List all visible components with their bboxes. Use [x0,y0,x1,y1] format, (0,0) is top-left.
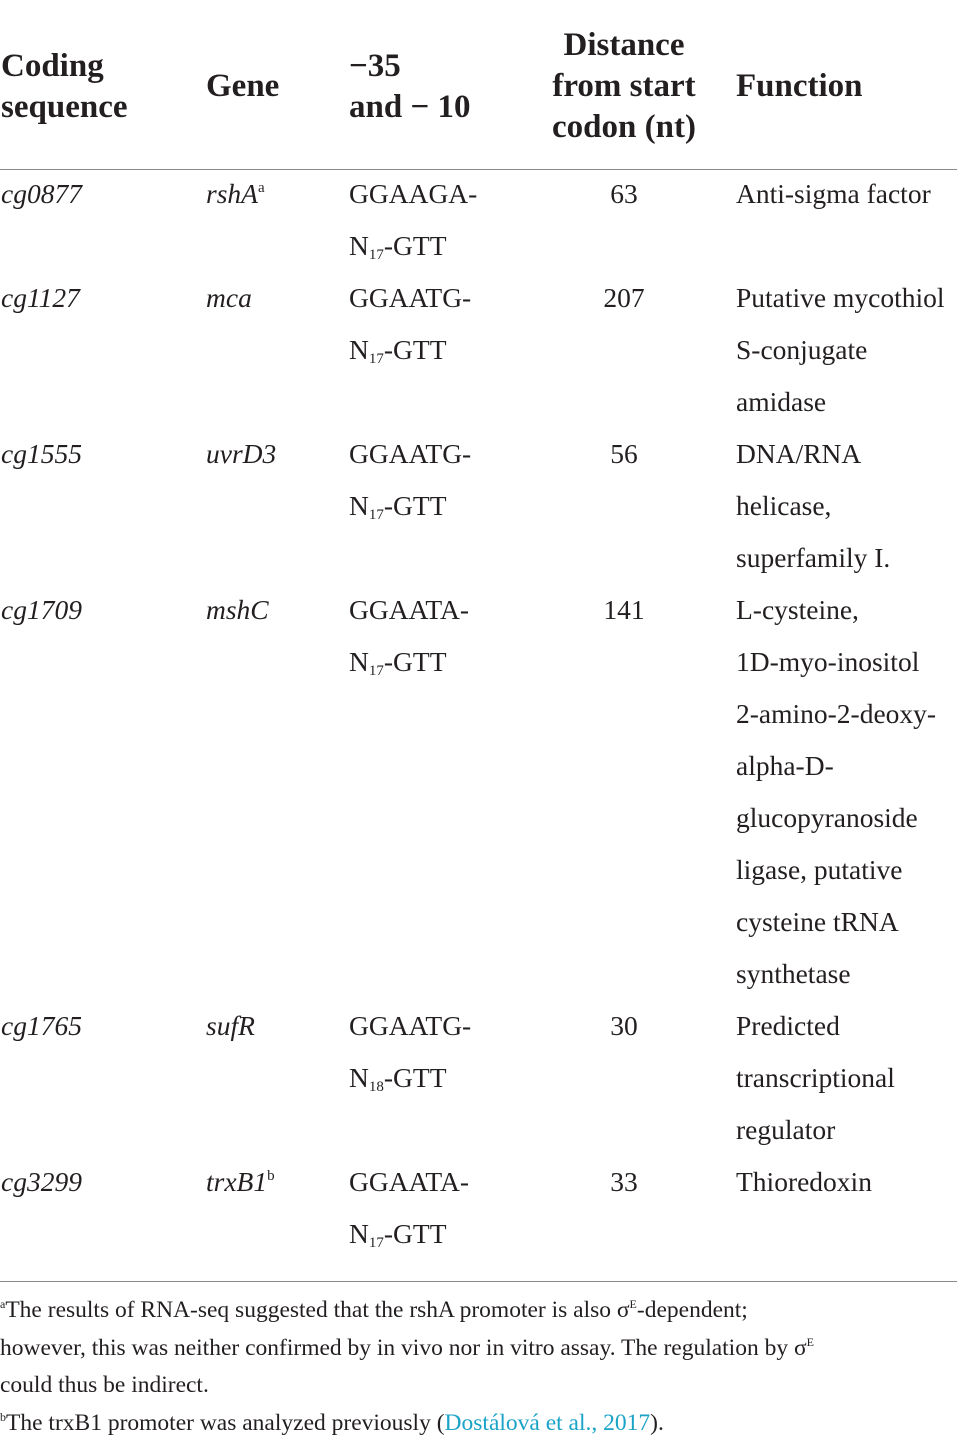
gene-name: mshC [206,594,269,625]
motif-minus35: GGAATA- [349,1166,470,1197]
motif-spacer: $N_{17}$-GTT [349,646,447,679]
gene-cell [206,1156,275,1208]
function-cell [736,1156,872,1208]
coding-sequence-cell: cg3299 [1,1166,82,1197]
gene-cell [206,1000,255,1052]
function-line: L-cysteine, [736,594,859,625]
function-line: glucopyranoside [736,802,918,833]
header-distance: Distance from start codon (nt) [552,27,696,145]
function-line: Anti-sigma factor [736,178,931,209]
distance-cell: 33 [610,1166,638,1197]
promoter-motif-cell [349,1000,471,1104]
function-cell [736,168,931,220]
motif-spacer: $N_{18}$-GTT [349,1062,447,1095]
function-line: 2-amino-2-deoxy- [736,698,937,729]
promoter-motif-cell [349,584,469,688]
motif-minus35: GGAATG- [349,438,472,469]
distance-cell: 63 [610,178,638,209]
function-line: S-conjugate [736,334,868,365]
coding-sequence-cell: cg1709 [1,594,82,625]
header-function: Function [736,68,863,104]
coding-sequence-cell: cg1765 [1,1010,82,1041]
function-line: transcriptional [736,1062,895,1093]
header-promoter: −35 and − 10 [349,48,471,125]
function-line: cysteine tRNA [736,906,899,937]
distance-cell: 56 [610,438,638,469]
footnote-a-line-2: however, this was neither confirmed by in vivo nor in vitro assay. The regulation by $\sigma^E$ [0,1334,814,1361]
motif-minus35: GGAATG- [349,282,472,313]
motif-spacer: $N_{17}$-GTT [349,490,447,523]
function-line: regulator [736,1114,836,1145]
footnotes [0,1292,957,1442]
motif-spacer: $N_{17}$-GTT [349,230,447,263]
gene-name: trxB1 [206,1166,268,1197]
table-bottom-rule [0,1281,957,1282]
header-gene: Gene [206,68,280,104]
gene-name: mca [206,282,252,313]
function-cell [736,428,890,584]
motif-spacer: $N_{17}$-GTT [349,334,447,367]
function-line: helicase, [736,490,832,521]
footnote-a: $^a$The results of RNA-seq suggested that the rshA promoter is also $\sigma^E$-dependent; [0,1297,748,1323]
function-cell [736,272,945,428]
citation-link[interactable]: Dostálová et al., 2017 [444,1409,651,1436]
function-line: Putative mycothiol [736,282,945,313]
function-cell [736,1000,895,1156]
distance-cell: 30 [610,1010,638,1041]
header-coding-sequence: Coding sequence [1,48,128,125]
function-line: Thioredoxin [736,1166,872,1197]
gene-cell [206,272,252,324]
motif-minus35: GGAATA- [349,594,470,625]
function-line: amidase [736,386,827,417]
function-line: synthetase [736,958,851,989]
footnote-b: $^b$The trxB1 promoter was analyzed previously (Dostálová et al., 2017). [0,1409,664,1436]
promoter-motif-cell [349,1156,469,1260]
gene-cell [206,428,276,480]
motif-minus35: GGAATG- [349,1010,472,1041]
gene-name: rshA [206,178,258,209]
coding-sequence-cell: cg1555 [1,438,82,469]
function-line: superfamily I. [736,542,891,573]
distance-cell: 207 [603,282,645,313]
function-line: Predicted [736,1010,840,1041]
function-line: alpha-D- [736,750,834,781]
gene-name: uvrD3 [206,438,277,469]
footnote-a-line-3: could thus be indirect. [0,1372,209,1398]
gene-name: sufR [206,1010,255,1041]
function-line: ligase, putative [736,854,903,885]
function-cell [736,584,936,1000]
function-line: DNA/RNA [736,438,862,469]
gene-cell [206,584,269,636]
coding-sequence-cell: cg1127 [1,282,80,313]
coding-sequence-cell: cg0877 [1,178,82,209]
promoter-motif-cell [349,428,471,532]
motif-spacer: $N_{17}$-GTT [349,1218,447,1251]
promoter-motif-cell [349,168,477,272]
distance-cell: 141 [603,594,645,625]
table-header [0,0,957,170]
footnote-marker: b [267,1168,275,1184]
footnote-marker: a [257,180,265,196]
promoter-motif-cell [349,272,471,376]
motif-minus35: GGAAGA- [349,178,478,209]
function-line: 1D-myo-inositol [736,646,920,677]
gene-cell [206,168,265,220]
